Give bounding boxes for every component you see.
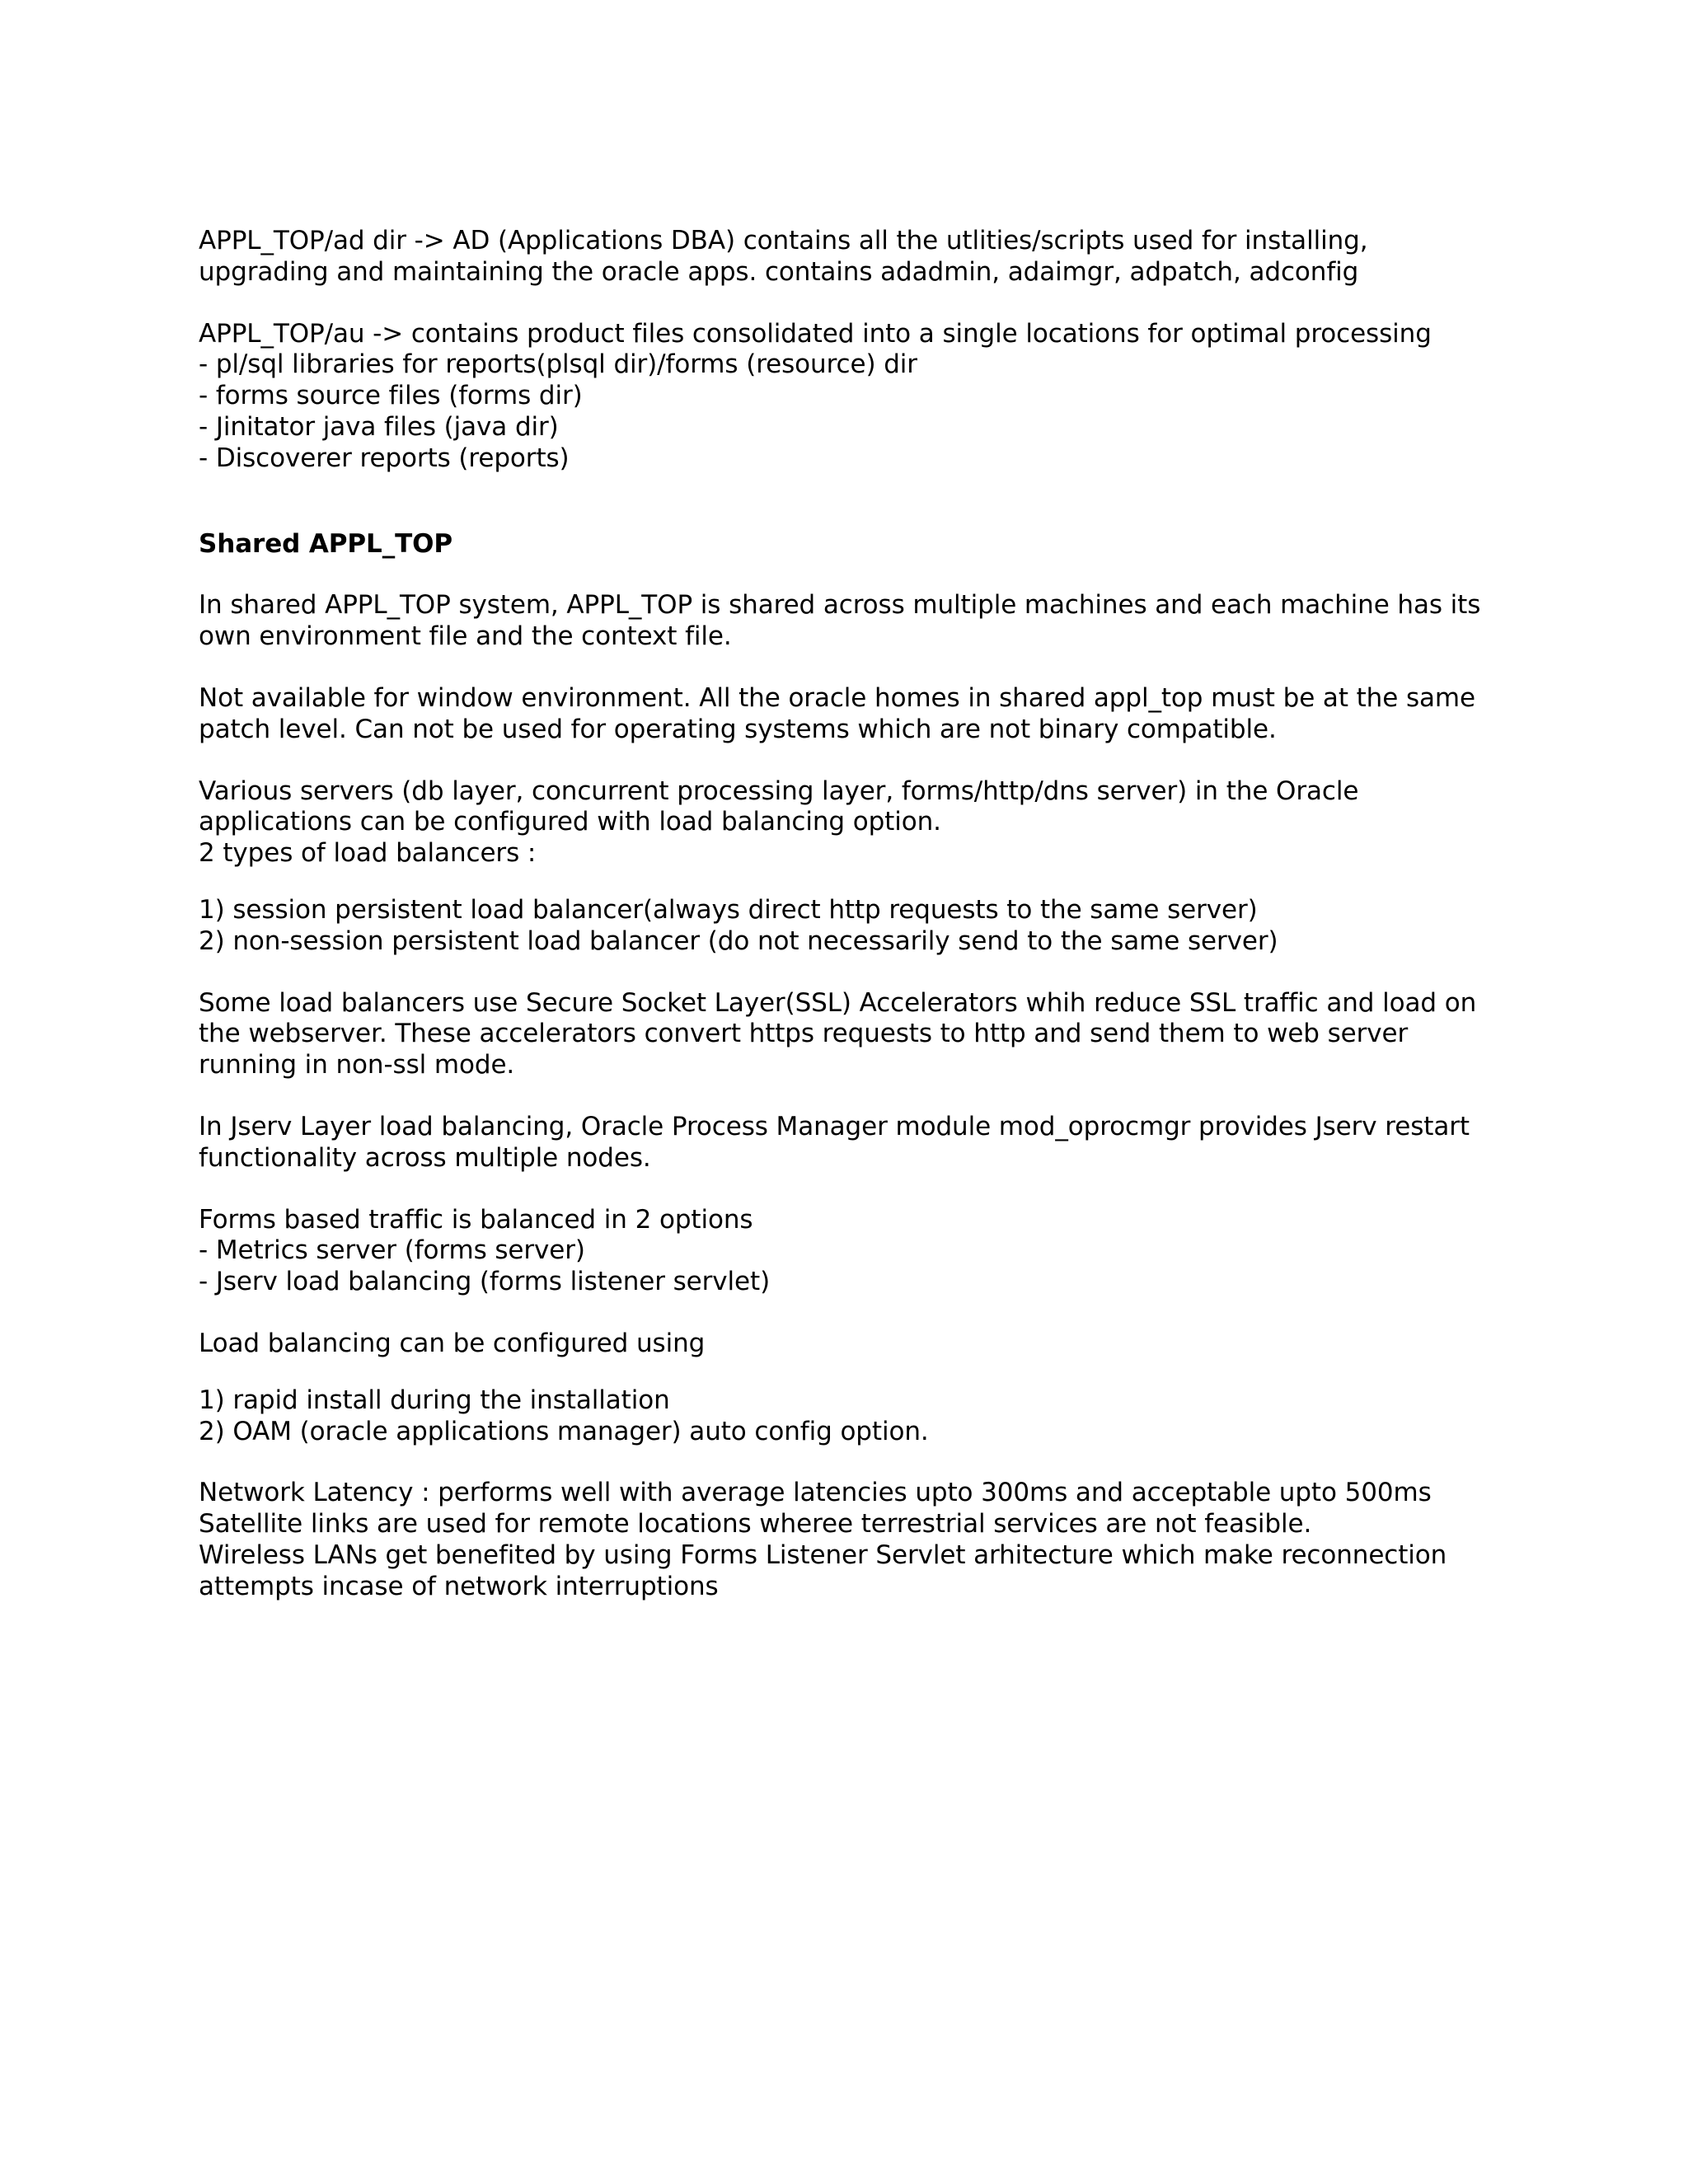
paragraph-not-available [199, 683, 1501, 746]
text-line: upgrading and maintaining the oracle apps. contains adadmin, adaimgr, adpatch, adconfig [199, 256, 1359, 287]
text-line: APPL_TOP/au -> contains product files consolidated into a single locations for optimal processing [199, 318, 1432, 349]
spacer [199, 560, 1501, 590]
list-item: - Jinitator java files (java dir) [199, 411, 559, 442]
spacer [199, 1360, 1501, 1385]
text-line: 2 types of load balancers : [199, 838, 537, 869]
document-body [199, 226, 1501, 1603]
text-line: running in non-ssl mode. [199, 1050, 515, 1080]
spacer [199, 746, 1501, 776]
paragraph-au-dir [199, 319, 1501, 475]
list-item: 1) session persistent load balancer(always direct http requests to the same server) [199, 894, 1258, 925]
text-line: applications can be configured with load balancing option. [199, 807, 941, 837]
list-item: - Metrics server (forms server) [199, 1235, 585, 1266]
paragraph-shared-intro [199, 590, 1501, 653]
list-item: - Jserv load balancing (forms listener servlet) [199, 1267, 771, 1297]
paragraph-network [199, 1478, 1501, 1602]
paragraph-forms-traffic [199, 1205, 1501, 1298]
spacer [199, 958, 1501, 988]
text-line: Satellite links are used for remote locations wheree terrestrial services are not feasible. [199, 1509, 1312, 1540]
spacer [199, 1447, 1501, 1478]
list-item: 2) OAM (oracle applications manager) auto config option. [199, 1416, 929, 1446]
text-line: patch level. Can not be used for operating systems which are not binary compatible. [199, 714, 1277, 744]
text-line: In Jserv Layer load balancing, Oracle Process Manager module mod_oprocmgr provides Jserv restart [199, 1111, 1470, 1141]
section-heading-shared-appl-top: Shared APPL_TOP [199, 528, 453, 559]
paragraph-configured-using [199, 1329, 1501, 1360]
text-line: the webserver. These accelerators convert https requests to http and send them to web server [199, 1019, 1409, 1049]
text-line: In shared APPL_TOP system, APPL_TOP is shared across multiple machines and each machine has its [199, 590, 1481, 621]
text-line: Wireless LANs get benefited by using Forms Listener Servlet arhitecture which make reconnection [199, 1540, 1447, 1570]
list-item: 1) rapid install during the installation [199, 1385, 670, 1415]
text-line: Some load balancers use Secure Socket Layer(SSL) Accelerators whih reduce SSL traffic and load on [199, 987, 1477, 1018]
text-line: Network Latency : performs well with average latencies upto 300ms and acceptable upto 500ms [199, 1478, 1432, 1508]
text-line: attempts incase of network interruptions [199, 1571, 719, 1601]
spacer [199, 653, 1501, 683]
paragraph-config-options [199, 1385, 1501, 1448]
paragraph-balancer-types [199, 895, 1501, 958]
list-item: 2) non-session persistent load balancer (do not necessarily send to the same server) [199, 926, 1278, 956]
spacer [199, 1081, 1501, 1112]
spacer [199, 1298, 1501, 1329]
paragraph-ad-dir [199, 226, 1501, 288]
paragraph-jserv [199, 1112, 1501, 1174]
spacer [199, 288, 1501, 319]
paragraph-ssl [199, 988, 1501, 1081]
spacer [199, 869, 1501, 895]
spacer [199, 1174, 1501, 1205]
text-line: Forms based traffic is balanced in 2 options [199, 1204, 753, 1235]
text-line: Various servers (db layer, concurrent processing layer, forms/http/dns server) in the Oracle [199, 776, 1359, 806]
list-item: - Discoverer reports (reports) [199, 443, 570, 473]
paragraph-various-servers [199, 776, 1501, 869]
spacer [199, 475, 1501, 529]
text-line: Not available for window environment. All the oracle homes in shared appl_top must be at the same [199, 682, 1475, 713]
list-item: - forms source files (forms dir) [199, 381, 583, 411]
text-line: APPL_TOP/ad dir -> AD (Applications DBA) contains all the utlities/scripts used for installing, [199, 226, 1368, 255]
text-line: functionality across multiple nodes. [199, 1142, 651, 1173]
text-line: Load balancing can be configured using [199, 1328, 706, 1358]
list-item: - pl/sql libraries for reports(plsql dir)/forms (resource) dir [199, 349, 917, 380]
text-line: own environment file and the context file. [199, 621, 732, 652]
